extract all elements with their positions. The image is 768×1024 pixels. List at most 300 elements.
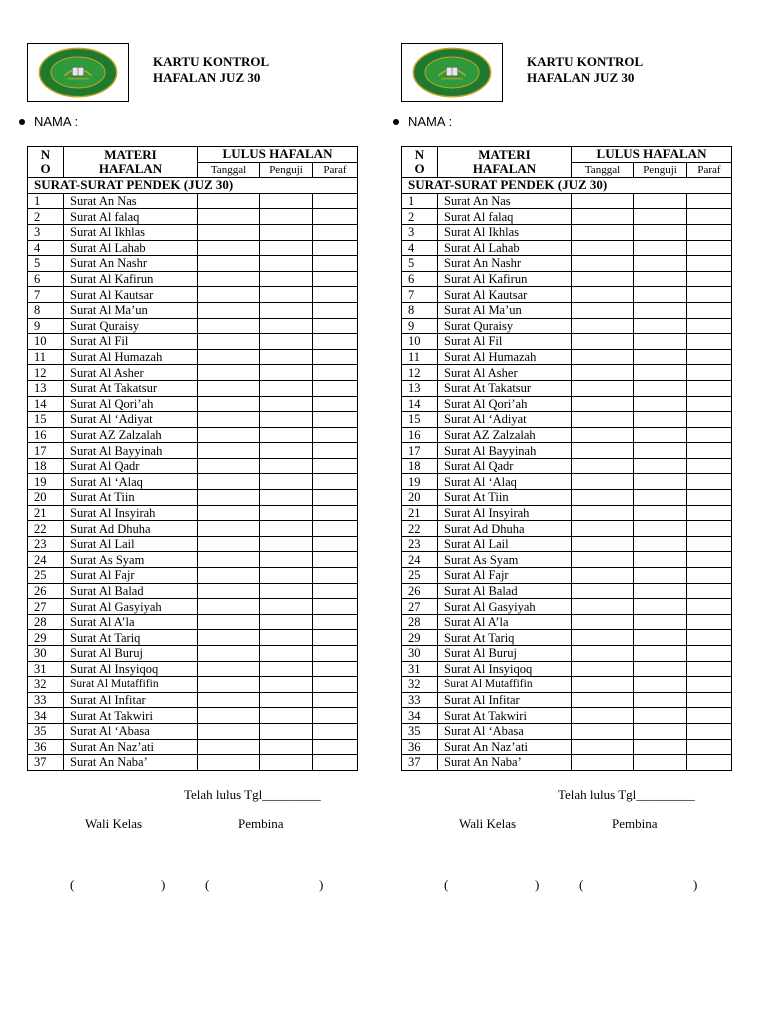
row-number: 18	[28, 458, 64, 474]
row-paraf[interactable]	[313, 443, 358, 459]
row-number: 15	[402, 412, 438, 428]
row-tanggal[interactable]	[572, 396, 634, 412]
row-tanggal[interactable]	[572, 412, 634, 428]
row-number: 4	[28, 240, 64, 256]
pembina-signature-close-paren: )	[319, 877, 324, 892]
row-penguji[interactable]	[260, 271, 313, 287]
row-paraf[interactable]	[687, 630, 732, 646]
row-penguji[interactable]	[634, 755, 687, 771]
row-paraf[interactable]	[687, 209, 732, 225]
row-penguji[interactable]	[634, 427, 687, 443]
row-tanggal[interactable]	[198, 630, 260, 646]
row-number: 14	[28, 396, 64, 412]
row-surat: Surat Al Ma’un	[64, 302, 198, 318]
pembina-signature-close-paren: )	[693, 877, 698, 892]
row-tanggal[interactable]	[198, 521, 260, 537]
row-penguji[interactable]	[634, 396, 687, 412]
row-penguji[interactable]	[634, 412, 687, 428]
row-penguji[interactable]	[634, 723, 687, 739]
row-tanggal[interactable]	[198, 334, 260, 350]
row-paraf[interactable]	[313, 474, 358, 490]
row-tanggal[interactable]	[572, 505, 634, 521]
row-surat: Surat Al Balad	[438, 583, 572, 599]
row-surat: Surat Al ‘Adiyat	[438, 412, 572, 428]
row-penguji[interactable]	[634, 708, 687, 724]
row-paraf[interactable]	[687, 287, 732, 303]
row-tanggal[interactable]	[198, 474, 260, 490]
row-tanggal[interactable]	[572, 256, 634, 272]
row-number: 6	[402, 271, 438, 287]
row-paraf[interactable]	[687, 458, 732, 474]
row-tanggal[interactable]	[572, 490, 634, 506]
table-row	[28, 521, 358, 537]
row-paraf[interactable]	[313, 692, 358, 708]
pembina-label: Pembina	[238, 816, 284, 831]
row-tanggal[interactable]	[572, 646, 634, 662]
row-tanggal[interactable]	[572, 349, 634, 365]
row-paraf[interactable]	[313, 739, 358, 755]
row-number: 3	[28, 224, 64, 240]
row-paraf[interactable]	[687, 583, 732, 599]
row-number: 25	[402, 568, 438, 584]
row-tanggal[interactable]	[198, 614, 260, 630]
row-surat: Surat Al Insyiqoq	[64, 661, 198, 677]
row-paraf[interactable]	[687, 490, 732, 506]
table-row	[402, 349, 732, 365]
row-tanggal[interactable]	[572, 427, 634, 443]
row-number: 36	[402, 739, 438, 755]
row-tanggal[interactable]	[198, 380, 260, 396]
row-penguji[interactable]	[634, 318, 687, 334]
row-penguji[interactable]	[260, 287, 313, 303]
row-tanggal[interactable]	[198, 490, 260, 506]
row-penguji[interactable]	[634, 614, 687, 630]
row-surat: Surat An Nas	[64, 193, 198, 209]
row-tanggal[interactable]	[198, 209, 260, 225]
row-tanggal[interactable]	[572, 302, 634, 318]
row-penguji[interactable]	[260, 396, 313, 412]
row-surat: Surat Al Infitar	[64, 692, 198, 708]
row-tanggal[interactable]	[198, 568, 260, 584]
row-paraf[interactable]	[313, 552, 358, 568]
row-penguji[interactable]	[260, 739, 313, 755]
row-tanggal[interactable]	[198, 755, 260, 771]
row-paraf[interactable]	[687, 349, 732, 365]
nama-field	[399, 114, 452, 129]
row-paraf[interactable]	[313, 365, 358, 381]
row-penguji[interactable]	[260, 256, 313, 272]
row-penguji[interactable]	[634, 365, 687, 381]
row-paraf[interactable]	[313, 630, 358, 646]
row-paraf[interactable]	[687, 723, 732, 739]
row-paraf[interactable]	[313, 521, 358, 537]
table-row	[402, 708, 732, 724]
row-penguji[interactable]	[260, 349, 313, 365]
row-tanggal[interactable]	[572, 552, 634, 568]
row-surat: Surat Al Qori’ah	[438, 396, 572, 412]
row-surat: Surat Al Insyiqoq	[438, 661, 572, 677]
row-paraf[interactable]	[687, 318, 732, 334]
row-number: 34	[402, 708, 438, 724]
row-tanggal[interactable]	[198, 505, 260, 521]
table-row	[402, 365, 732, 381]
row-number: 32	[28, 677, 64, 693]
row-penguji[interactable]	[260, 583, 313, 599]
row-paraf[interactable]	[313, 490, 358, 506]
row-tanggal[interactable]	[198, 224, 260, 240]
row-paraf[interactable]	[687, 708, 732, 724]
header-lulus: LULUS HAFALAN	[572, 147, 732, 163]
row-penguji[interactable]	[260, 193, 313, 209]
row-tanggal[interactable]	[198, 271, 260, 287]
row-penguji[interactable]	[634, 490, 687, 506]
row-tanggal[interactable]	[572, 583, 634, 599]
row-tanggal[interactable]	[198, 739, 260, 755]
nama-label: NAMA :	[408, 114, 453, 129]
row-paraf[interactable]	[313, 380, 358, 396]
row-number: 23	[28, 536, 64, 552]
table-row	[28, 614, 358, 630]
section-title: SURAT-SURAT PENDEK (JUZ 30)	[402, 178, 732, 194]
row-number: 30	[28, 646, 64, 662]
row-penguji[interactable]	[634, 536, 687, 552]
row-number: 7	[28, 287, 64, 303]
row-number: 1	[402, 193, 438, 209]
row-tanggal[interactable]	[198, 536, 260, 552]
row-number: 6	[28, 271, 64, 287]
row-paraf[interactable]	[313, 505, 358, 521]
row-tanggal[interactable]	[198, 318, 260, 334]
row-paraf[interactable]	[687, 474, 732, 490]
row-penguji[interactable]	[634, 505, 687, 521]
row-paraf[interactable]	[313, 568, 358, 584]
row-paraf[interactable]	[313, 256, 358, 272]
row-penguji[interactable]	[260, 568, 313, 584]
row-tanggal[interactable]	[572, 677, 634, 693]
row-tanggal[interactable]	[198, 646, 260, 662]
row-penguji[interactable]	[260, 677, 313, 693]
row-paraf[interactable]	[687, 380, 732, 396]
row-paraf[interactable]	[313, 614, 358, 630]
row-penguji[interactable]	[260, 708, 313, 724]
row-penguji[interactable]	[260, 458, 313, 474]
row-penguji[interactable]	[260, 209, 313, 225]
row-tanggal[interactable]	[198, 396, 260, 412]
row-tanggal[interactable]	[572, 224, 634, 240]
row-penguji[interactable]	[634, 568, 687, 584]
row-penguji[interactable]	[260, 427, 313, 443]
wali-kelas-label: Wali Kelas	[459, 816, 517, 831]
row-tanggal[interactable]	[572, 739, 634, 755]
table-row	[28, 318, 358, 334]
row-tanggal[interactable]	[572, 568, 634, 584]
row-tanggal[interactable]	[198, 708, 260, 724]
row-surat: Surat Ad Dhuha	[64, 521, 198, 537]
row-tanggal[interactable]	[572, 630, 634, 646]
row-penguji[interactable]	[260, 224, 313, 240]
row-tanggal[interactable]	[572, 240, 634, 256]
row-number: 16	[402, 427, 438, 443]
row-paraf[interactable]	[687, 396, 732, 412]
row-penguji[interactable]	[260, 692, 313, 708]
row-tanggal[interactable]	[198, 256, 260, 272]
row-penguji[interactable]	[634, 474, 687, 490]
row-paraf[interactable]	[313, 536, 358, 552]
row-surat: Surat An Naba’	[64, 755, 198, 771]
row-paraf[interactable]	[313, 302, 358, 318]
row-paraf[interactable]	[313, 334, 358, 350]
table-row	[402, 692, 732, 708]
row-paraf[interactable]	[313, 209, 358, 225]
wali-signature-close-paren: )	[161, 877, 166, 892]
row-tanggal[interactable]	[572, 287, 634, 303]
row-number: 17	[28, 443, 64, 459]
row-penguji[interactable]	[634, 240, 687, 256]
row-surat: Surat Al Qadr	[438, 458, 572, 474]
row-paraf[interactable]	[687, 224, 732, 240]
row-number: 31	[28, 661, 64, 677]
row-number: 5	[402, 256, 438, 272]
row-number: 33	[28, 692, 64, 708]
row-tanggal[interactable]	[572, 458, 634, 474]
row-penguji[interactable]	[634, 287, 687, 303]
row-surat: Surat Al Lahab	[64, 240, 198, 256]
row-paraf[interactable]	[687, 646, 732, 662]
table-row	[402, 240, 732, 256]
row-tanggal[interactable]	[572, 755, 634, 771]
row-penguji[interactable]	[260, 599, 313, 615]
table-row	[28, 677, 358, 693]
row-paraf[interactable]	[313, 599, 358, 615]
header-paraf: Paraf	[313, 162, 358, 178]
row-tanggal[interactable]	[572, 209, 634, 225]
row-tanggal[interactable]	[198, 583, 260, 599]
row-paraf[interactable]	[687, 755, 732, 771]
row-tanggal[interactable]	[572, 692, 634, 708]
row-tanggal[interactable]	[572, 334, 634, 350]
row-number: 27	[28, 599, 64, 615]
row-tanggal[interactable]	[572, 536, 634, 552]
row-paraf[interactable]	[313, 427, 358, 443]
row-surat: Surat Al Humazah	[64, 349, 198, 365]
row-paraf[interactable]	[687, 193, 732, 209]
row-penguji[interactable]	[634, 271, 687, 287]
row-surat: Surat AZ Zalzalah	[438, 427, 572, 443]
row-paraf[interactable]	[313, 349, 358, 365]
row-paraf[interactable]	[313, 271, 358, 287]
row-paraf[interactable]	[687, 412, 732, 428]
row-penguji[interactable]	[260, 318, 313, 334]
table-row	[28, 396, 358, 412]
row-paraf[interactable]	[313, 412, 358, 428]
row-paraf[interactable]	[687, 677, 732, 693]
row-paraf[interactable]	[313, 224, 358, 240]
row-penguji[interactable]	[634, 552, 687, 568]
row-surat: Surat An Nashr	[438, 256, 572, 272]
row-penguji[interactable]	[260, 630, 313, 646]
row-tanggal[interactable]	[198, 677, 260, 693]
row-tanggal[interactable]	[572, 318, 634, 334]
row-surat: Surat At Takwiri	[438, 708, 572, 724]
row-number: 9	[402, 318, 438, 334]
row-paraf[interactable]	[313, 240, 358, 256]
row-paraf[interactable]	[687, 739, 732, 755]
row-paraf[interactable]	[313, 583, 358, 599]
row-number: 10	[28, 334, 64, 350]
row-tanggal[interactable]	[198, 412, 260, 428]
row-number: 36	[28, 739, 64, 755]
row-paraf[interactable]	[687, 521, 732, 537]
row-penguji[interactable]	[634, 209, 687, 225]
row-penguji[interactable]	[260, 365, 313, 381]
row-tanggal[interactable]	[198, 599, 260, 615]
row-paraf[interactable]	[687, 302, 732, 318]
title-line-1: KARTU KONTROL	[153, 54, 270, 69]
row-penguji[interactable]	[260, 521, 313, 537]
row-number: 11	[402, 349, 438, 365]
header-paraf: Paraf	[687, 162, 732, 178]
row-penguji[interactable]	[260, 661, 313, 677]
row-paraf[interactable]	[687, 536, 732, 552]
row-paraf[interactable]	[313, 723, 358, 739]
row-penguji[interactable]	[260, 505, 313, 521]
row-tanggal[interactable]	[572, 599, 634, 615]
row-number: 19	[28, 474, 64, 490]
row-penguji[interactable]	[634, 224, 687, 240]
row-tanggal[interactable]	[198, 552, 260, 568]
row-penguji[interactable]	[634, 380, 687, 396]
row-penguji[interactable]	[634, 349, 687, 365]
row-penguji[interactable]	[634, 521, 687, 537]
row-paraf[interactable]	[687, 334, 732, 350]
row-number: 7	[402, 287, 438, 303]
row-penguji[interactable]	[260, 334, 313, 350]
row-penguji[interactable]	[634, 630, 687, 646]
row-tanggal[interactable]	[198, 365, 260, 381]
row-tanggal[interactable]	[572, 193, 634, 209]
row-tanggal[interactable]	[572, 614, 634, 630]
table-row	[28, 458, 358, 474]
row-tanggal[interactable]	[198, 240, 260, 256]
row-paraf[interactable]	[687, 552, 732, 568]
table-row	[402, 287, 732, 303]
row-penguji[interactable]	[634, 256, 687, 272]
row-paraf[interactable]	[313, 661, 358, 677]
row-tanggal[interactable]	[572, 521, 634, 537]
row-tanggal[interactable]	[572, 708, 634, 724]
row-tanggal[interactable]	[572, 474, 634, 490]
row-paraf[interactable]	[687, 692, 732, 708]
row-penguji[interactable]	[260, 755, 313, 771]
row-penguji[interactable]	[634, 334, 687, 350]
table-row	[28, 708, 358, 724]
row-paraf[interactable]	[313, 755, 358, 771]
row-penguji[interactable]	[260, 490, 313, 506]
table-row	[28, 224, 358, 240]
row-penguji[interactable]	[260, 302, 313, 318]
row-penguji[interactable]	[634, 193, 687, 209]
row-paraf[interactable]	[687, 568, 732, 584]
row-tanggal[interactable]	[198, 287, 260, 303]
row-penguji[interactable]	[634, 739, 687, 755]
row-penguji[interactable]	[634, 443, 687, 459]
row-penguji[interactable]	[634, 599, 687, 615]
row-number: 21	[28, 505, 64, 521]
row-paraf[interactable]	[313, 287, 358, 303]
row-penguji[interactable]	[634, 646, 687, 662]
row-penguji[interactable]	[634, 302, 687, 318]
row-paraf[interactable]	[687, 505, 732, 521]
row-tanggal[interactable]	[572, 443, 634, 459]
row-paraf[interactable]	[687, 661, 732, 677]
row-penguji[interactable]	[634, 583, 687, 599]
table-row	[28, 365, 358, 381]
row-tanggal[interactable]	[198, 661, 260, 677]
row-tanggal[interactable]	[572, 365, 634, 381]
row-penguji[interactable]	[260, 614, 313, 630]
row-tanggal[interactable]	[198, 458, 260, 474]
row-penguji[interactable]	[260, 536, 313, 552]
row-paraf[interactable]	[687, 271, 732, 287]
row-tanggal[interactable]	[572, 271, 634, 287]
row-tanggal[interactable]	[572, 723, 634, 739]
row-penguji[interactable]	[260, 443, 313, 459]
row-tanggal[interactable]	[572, 661, 634, 677]
row-paraf[interactable]	[313, 396, 358, 412]
row-tanggal[interactable]	[198, 193, 260, 209]
row-penguji[interactable]	[260, 646, 313, 662]
row-penguji[interactable]	[634, 692, 687, 708]
row-paraf[interactable]	[687, 427, 732, 443]
row-number: 37	[28, 755, 64, 771]
row-paraf[interactable]	[687, 240, 732, 256]
row-paraf[interactable]	[687, 365, 732, 381]
row-penguji[interactable]	[260, 552, 313, 568]
row-paraf[interactable]	[687, 443, 732, 459]
row-penguji[interactable]	[634, 677, 687, 693]
row-paraf[interactable]	[313, 193, 358, 209]
row-tanggal[interactable]	[198, 723, 260, 739]
row-paraf[interactable]	[313, 458, 358, 474]
row-penguji[interactable]	[260, 723, 313, 739]
row-penguji[interactable]	[260, 412, 313, 428]
row-penguji[interactable]	[634, 661, 687, 677]
row-paraf[interactable]	[687, 614, 732, 630]
row-paraf[interactable]	[687, 256, 732, 272]
row-penguji[interactable]	[260, 380, 313, 396]
row-penguji[interactable]	[260, 474, 313, 490]
row-tanggal[interactable]	[198, 427, 260, 443]
row-tanggal[interactable]	[572, 380, 634, 396]
table-row	[402, 318, 732, 334]
row-penguji[interactable]	[260, 240, 313, 256]
row-tanggal[interactable]	[198, 349, 260, 365]
row-penguji[interactable]	[634, 458, 687, 474]
row-number: 25	[28, 568, 64, 584]
row-paraf[interactable]	[687, 599, 732, 615]
row-paraf[interactable]	[313, 646, 358, 662]
row-paraf[interactable]	[313, 708, 358, 724]
row-paraf[interactable]	[313, 318, 358, 334]
row-tanggal[interactable]	[198, 692, 260, 708]
table-row	[402, 412, 732, 428]
row-tanggal[interactable]	[198, 302, 260, 318]
row-tanggal[interactable]	[198, 443, 260, 459]
row-surat: Surat An Nas	[438, 193, 572, 209]
table-row	[28, 427, 358, 443]
row-number: 35	[28, 723, 64, 739]
row-paraf[interactable]	[313, 677, 358, 693]
